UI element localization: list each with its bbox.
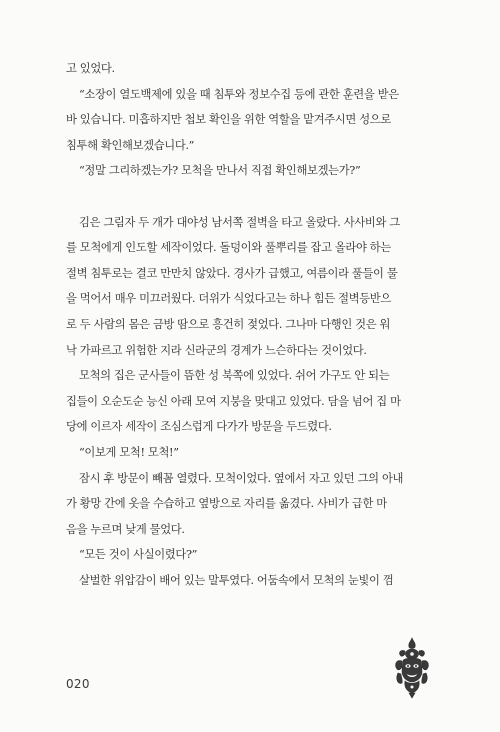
text-line: 고 있었다.	[66, 62, 115, 75]
paragraph-gap	[66, 184, 434, 210]
text-line: 모척의 집은 군사들이 뜸한 성 북쪽에 있었다. 쉬어 가구도 안 되는	[79, 369, 390, 383]
text-line: 로 두 사람의 몸은 금방 땀으로 흥건히 젖었다. 그나마 다행인 것은 워	[66, 317, 391, 331]
text-line: 바 있습니다. 미흡하지만 첩보 확인을 위한 역할을 맡겨주시면 성으로	[66, 113, 391, 127]
page-body-text	[66, 56, 434, 593]
text-line: “소장이 열도백제에 있을 때 침투와 정보수집 등에 관한 훈련을 받은	[79, 87, 399, 101]
text-line: “모든 것이 사실이렸다?”	[79, 548, 198, 562]
text-line: 침투해 확인해보겠습니다.”	[66, 138, 195, 152]
text-line: 가 황망 간에 옷을 수습하고 옆방으로 자리를 옮겼다. 사비가 급한 마	[66, 497, 387, 511]
text-line: 당에 이르자 세작이 조심스럽게 다가가 방문을 두드렸다.	[66, 420, 332, 434]
text-line: 살벌한 위압감이 배어 있는 말투였다. 어둠속에서 모척의 눈빛이 껌	[79, 573, 394, 587]
text-line: 잠시 후 방문이 빼꼼 열렸다. 모척이었다. 옆에서 자고 있던 그의 아내	[79, 471, 404, 485]
text-line: 집들이 오순도순 능신 아래 모여 지붕을 맞대고 있었다. 담을 넘어 집 마	[66, 394, 401, 408]
text-line: “이보게 모척! 모척!”	[79, 445, 179, 459]
text-line: 낙 가파르고 위험한 지라 신라군의 경계가 느슨하다는 것이었다.	[66, 343, 367, 357]
text-line: 절벽 침투로는 결코 만만치 않았다. 경사가 급했고, 여름이라 풀들이 물	[66, 266, 398, 280]
page-number: 020	[66, 677, 90, 691]
ornamental-emblem-icon	[392, 637, 432, 699]
text-line: 를 모척에게 인도할 세작이었다. 돌덩이와 풀뿌리를 잡고 올라야 하는	[66, 241, 391, 255]
text-line: “정말 그리하겠는가? 모척을 만나서 직접 확인해보겠는가?”	[79, 164, 361, 178]
text-line: 음을 누르며 낮게 물었다.	[66, 522, 185, 536]
text-line: 을 먹어서 매우 미끄러웠다. 더위가 식었다고는 하나 힘든 절벽등반으	[66, 292, 391, 306]
text-line: 김은 그림자 두 개가 대야성 남서쪽 절벽을 타고 올랐다. 사사비와 그	[79, 215, 400, 229]
